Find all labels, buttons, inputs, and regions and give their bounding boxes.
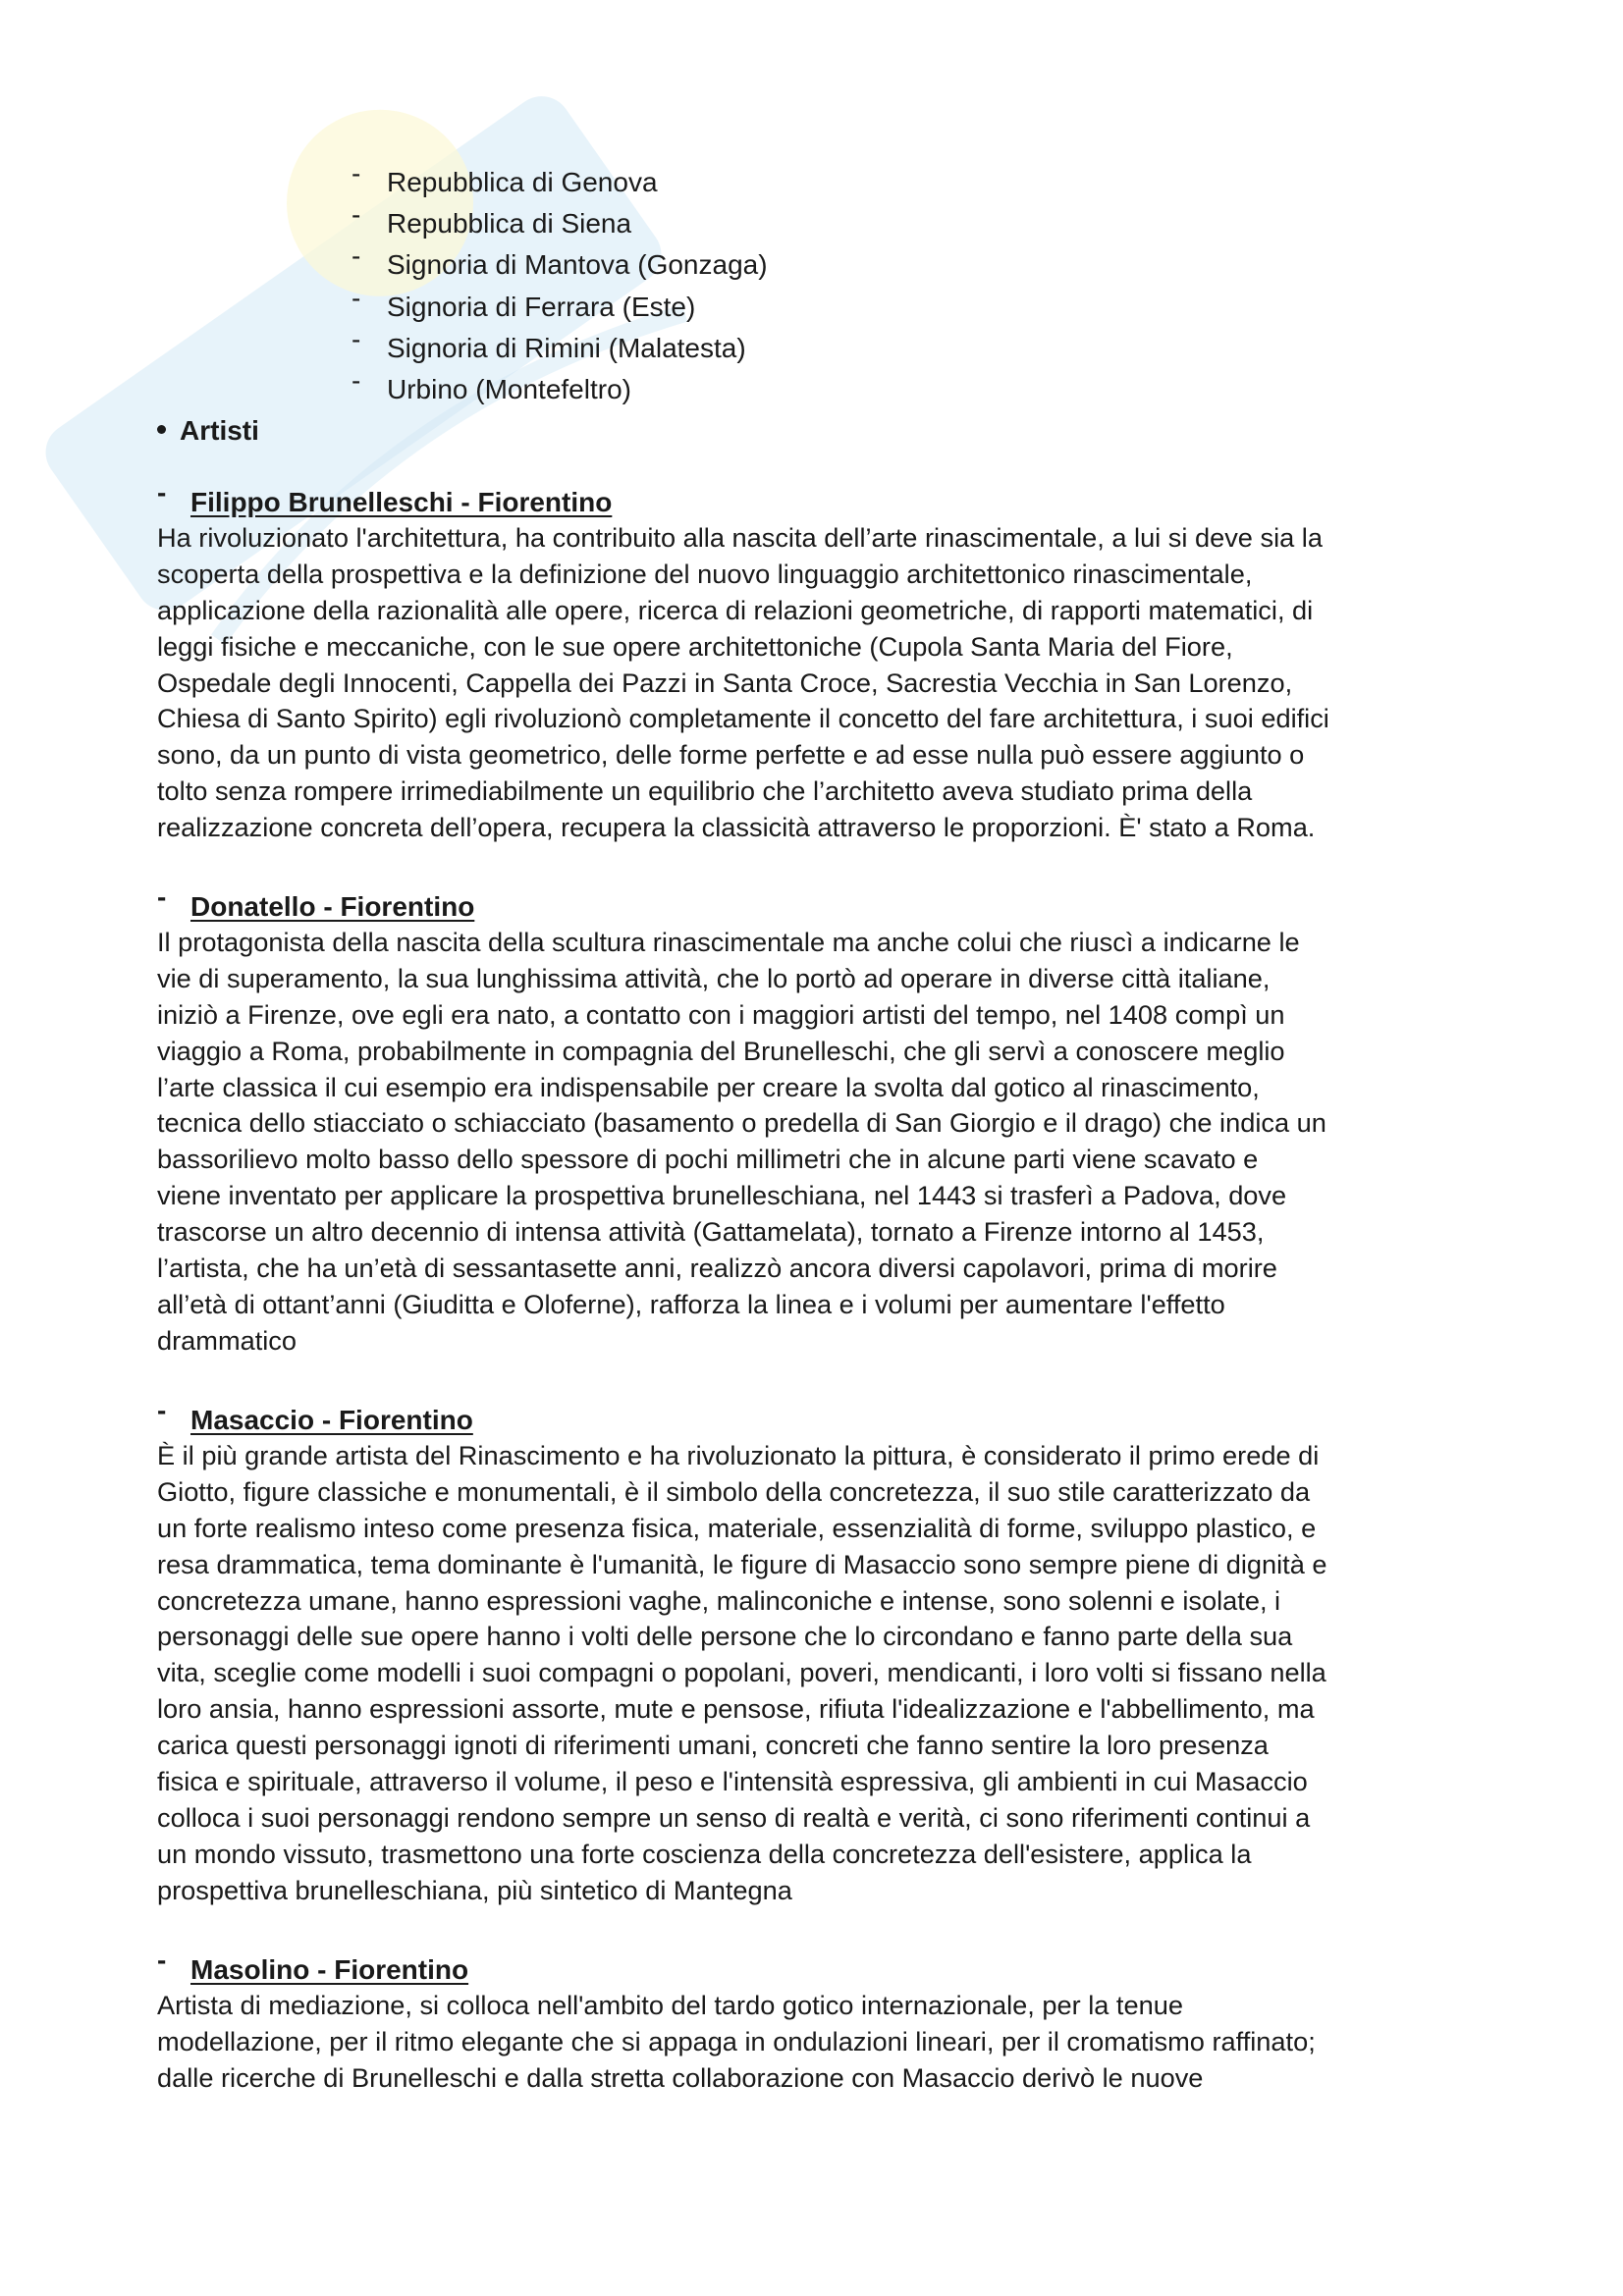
artist-name: Masolino - Fiorentino: [190, 1954, 469, 1985]
list-item: - Urbino (Montefeltro): [352, 369, 768, 410]
dash-marker: -: [352, 158, 361, 188]
artist-title: [157, 477, 1483, 520]
dash-marker: -: [157, 477, 167, 507]
artist-name: Donatello - Fiorentino: [190, 891, 475, 922]
dash-marker: -: [157, 1945, 167, 1975]
list-item: - Repubblica di Genova: [352, 162, 768, 203]
artist-section-masolino: [157, 1945, 1483, 2097]
bullet-icon: [157, 425, 166, 434]
dash-marker: -: [157, 881, 167, 912]
list-item: - Signoria di Rimini (Malatesta): [352, 328, 768, 369]
dash-marker: -: [157, 1395, 167, 1425]
states-list: [352, 158, 768, 410]
artist-name: Filippo Brunelleschi - Fiorentino: [190, 487, 613, 517]
dash-marker: -: [352, 199, 361, 231]
dash-marker: -: [352, 364, 361, 396]
artist-title: [157, 1395, 1483, 1438]
list-item: - Repubblica di Siena: [352, 203, 768, 244]
artist-title: [157, 881, 1483, 925]
artist-description: Il protagonista della nascita della scultura rinascimentale ma anche colui che riuscì a indicarne le vie di superamento, la sua lunghissima attività, che lo portò ad operare in diverse città italiane, iniziò a Firenze, ove egli era nato, a contatto con i maggiori artisti del tempo, nel 1408 compì un viaggio a Roma, probabilmente in compagnia del Brunelleschi, che gli servì a conoscere meglio l’arte classica il cui esempio era indispensabile per creare la svolta dal gotico al rinascimento, tecnica dello stiacciato o schiacciato (basamento o predella di San Giorgio e il drago) che indica un bassorilievo molto basso dello spessore di pochi millimetri che in alcune parti viene scavato e viene inventato per applicare la prospettiva brunelleschiana, nel 1443 si trasferì a Padova, dove trascorse un altro decennio di intensa attività (Gattamelata), tornato a Firenze intorno al 1453, l’artista, che ha un’età di sessantasette anni, realizzò ancora diversi capolavori, prima di morire all’età di ottant’anni (Giuditta e Oloferne), rafforza la linea e i volumi per aumentare l'effetto drammatico: [157, 927, 1326, 1356]
artist-description: È il più grande artista del Rinascimento e ha rivoluzionato la pittura, è considerato il primo erede di Giotto, figure classiche e monumentali, è il simbolo della concretezza, il suo stile caratterizzato da un forte realismo inteso come presenza fisica, materiale, essenzialità di forme, sviluppo plastico, e resa drammatica, tema dominante è l'umanità, le figure di Masaccio sono sempre piene di dignità e concretezza umane, hanno espressioni vaghe, malinconiche e intense, sono solenni e isolate, i personaggi delle sue opere hanno i volti delle persone che lo circondano e fanno parte della sua vita, sceglie come modelli i suoi compagni o popolani, poveri, mendicanti, i loro volti si fissano nella loro ansia, hanno espressioni assorte, mute e pensose, rifiuta l'idealizzazione e l'abbellimento, ma carica questi personaggi ignoti di riferimenti umani, concreti che fanno sentire la loro presenza fisica e spirituale, attraverso il volume, il peso e l'intensità espressiva, gli ambienti in cui Masaccio colloca i suoi personaggi rendono sempre un senso di realtà e verità, ci sono riferimenti continui a un mondo vissuto, trasmettono una forte coscienza della concretezza dell'esistere, applica la prospettiva brunelleschiana, più sintetico di Mantegna: [157, 1440, 1327, 1905]
artist-title: [157, 1945, 1483, 1988]
artist-name: Masaccio - Fiorentino: [190, 1405, 473, 1435]
list-item: - Signoria di Mantova (Gonzaga): [352, 244, 768, 286]
list-item: - Signoria di Ferrara (Este): [352, 287, 768, 328]
section-heading-artisti: Artisti: [157, 410, 259, 452]
artist-section-masaccio: [157, 1395, 1483, 1909]
dash-marker: -: [352, 282, 361, 313]
dash-marker: -: [352, 323, 361, 354]
artist-description: Ha rivoluzionato l'architettura, ha contribuito alla nascita dell’arte rinascimentale, a lui si deve sia la scoperta della prospettiva e la definizione del nuovo linguaggio architettonico rinascimentale, applicazione della razionalità alle opere, ricerca di relazioni geometriche, di rapporti matematici, di leggi fisiche e meccaniche, con le sue opere architettoniche (Cupola Santa Maria del Fiore, Ospedale degli Innocenti, Cappella dei Pazzi in Santa Croce, Sacrestia Vecchia in San Lorenzo, Chiesa di Santo Spirito) egli rivoluzionò completamente il concetto del fare architettura, i suoi edifici sono, da un punto di vista geometrico, delle forme perfette e ad esse nulla può essere aggiunto o tolto senza rompere irrimediabilmente un equilibrio che l’architetto aveva studiato prima della realizzazione concreta dell’opera, recupera la classicità attraverso le proporzioni. È' stato a Roma.: [157, 522, 1329, 843]
dash-marker: -: [352, 240, 361, 272]
artist-section-donatello: [157, 881, 1483, 1360]
artist-section-brunelleschi: [157, 477, 1483, 846]
artist-description: Artista di mediazione, si colloca nell'ambito del tardo gotico internazionale, per la tenue modellazione, per il ritmo elegante che si appaga in ondulazioni lineari, per il cromatismo raffinato; dalle ricerche di Brunelleschi e dalla stretta collaborazione con Masaccio derivò le nuove: [157, 1990, 1316, 2093]
